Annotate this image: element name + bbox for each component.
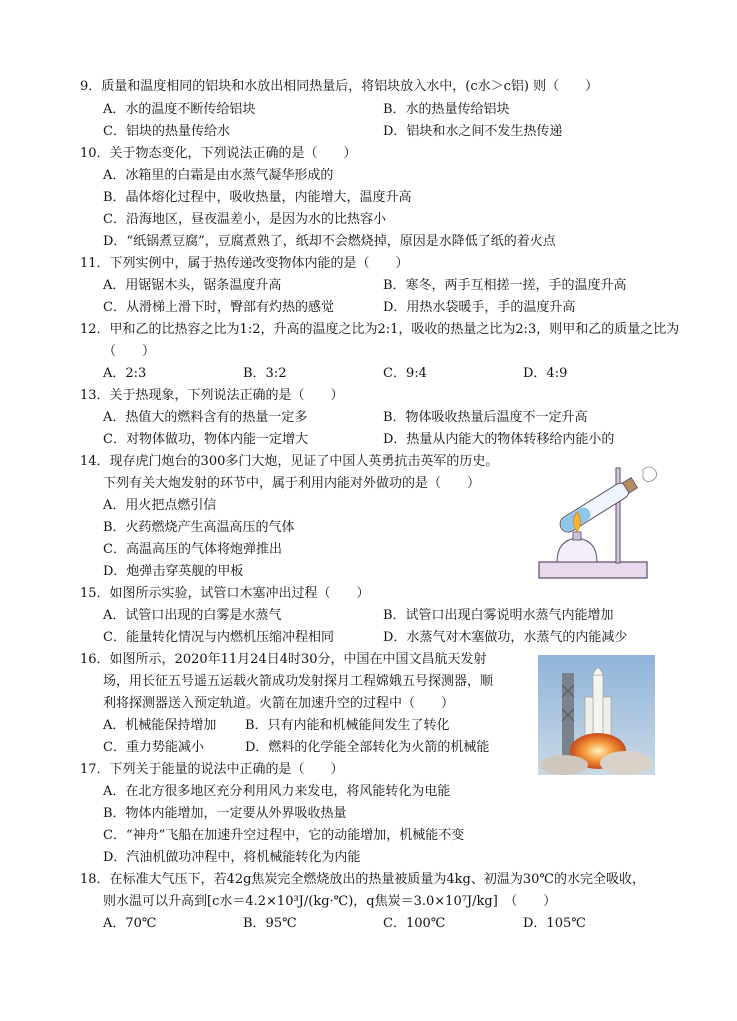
question-16-option-a: A．机械能保持增加 — [103, 718, 217, 733]
question-9-option-a: A．水的温度不断传给铝块 — [103, 102, 256, 117]
question-14-option-c: C．高温高压的气体将炮弹推出 — [103, 542, 282, 557]
question-18-stem-continued: 则水温可以升高到[c水＝4.2×10³J/(kg·℃)，q焦炭＝3.0×10⁷J/kg] （ ） — [103, 894, 557, 909]
question-15-option-c: C．能量转化情况与内燃机压缩冲程相同 — [103, 630, 334, 645]
question-16-stem-line2: 场，用长征五号遥五运载火箭成功发射探月工程嫦娥五号探测器，顺 — [103, 674, 494, 689]
question-17-option-a: A．在北方很多地区充分利用风力来发电，将风能转化为电能 — [103, 784, 451, 799]
question-16-option-c: C．重力势能减小 — [103, 740, 204, 755]
question-18-option-b: B．95℃ — [243, 916, 297, 931]
stand-rod — [616, 468, 620, 563]
question-9-option-c: C．铝块的热量传给水 — [103, 124, 230, 139]
alcohol-lamp — [557, 538, 597, 562]
rocket-launch-photo — [538, 655, 655, 775]
question-11-option-b: B．寒冬，两手互相搓一搓，手的温度升高 — [383, 278, 627, 293]
question-13-option-a: A．热值大的燃料含有的热量一定多 — [103, 410, 308, 425]
question-11-option-d: D．用热水袋暖手，手的温度升高 — [383, 300, 576, 315]
question-17-stem: 17．下列关于能量的说法中正确的是（ ） — [80, 762, 344, 777]
question-11-stem: 11．下列实例中，属于热传递改变物体内能的是（ ） — [80, 256, 409, 271]
test-tube-apparatus-figure — [535, 462, 660, 582]
stand-base — [539, 562, 647, 578]
question-15-option-a: A．试管口出现的白雾是水蒸气 — [103, 608, 282, 623]
question-18-option-c: C．100℃ — [383, 916, 446, 931]
question-14-stem-continued: 下列有关大炮发射的环节中，属于利用内能对外做功的是（ ） — [103, 476, 481, 491]
question-15-option-b: B．试管口出现白雾说明水蒸气内能增加 — [383, 608, 614, 623]
question-12-stem-continued: （ ） — [103, 344, 156, 359]
question-10-option-b: B．晶体熔化过程中，吸收热量，内能增大，温度升高 — [103, 190, 412, 205]
question-11-option-a: A．用锯锯木头，锯条温度升高 — [103, 278, 282, 293]
question-16-option-b: B．只有内能和机械能间发生了转化 — [245, 718, 450, 733]
question-15-option-d: D．水蒸气对木塞做功，水蒸气的内能减少 — [383, 630, 628, 645]
question-14-stem: 14．现存虎门炮台的300多门大炮，见证了中国人英勇抗击英军的历史。 — [80, 454, 499, 469]
question-13-stem: 13．关于热现象，下列说法正确的是（ ） — [80, 388, 344, 403]
rocket-body — [593, 675, 603, 737]
question-16-stem: 16．如图所示，2020年11月24日4时30分，中国在中国文昌航天发射 — [80, 652, 487, 667]
test-tube — [557, 476, 638, 535]
question-17-option-d: D．汽油机做功冲程中，将机械能转化为内能 — [103, 850, 361, 865]
question-14-option-a: A．用火把点燃引信 — [103, 498, 217, 513]
question-12-option-d: D．4:9 — [523, 366, 568, 381]
question-16-stem-line3: 利将探测器送入预定轨道。火箭在加速升空的过程中（ ） — [103, 696, 455, 711]
steam-puff — [643, 467, 657, 482]
question-9-option-b: B．水的热量传给铝块 — [383, 102, 510, 117]
question-10-option-c: C．沿海地区，昼夜温差小，是因为水的比热容小 — [103, 212, 386, 227]
question-10-option-a: A．冰箱里的白霜是由水蒸气凝华形成的 — [103, 168, 334, 183]
question-12-option-b: B．3:2 — [243, 366, 287, 381]
question-12-option-c: C．9:4 — [383, 366, 427, 381]
question-13-option-c: C．对物体做功，物体内能一定增大 — [103, 432, 308, 447]
question-12-stem: 12．甲和乙的比热容之比为1:2，升高的温度之比为2:1，吸收的热量之比为2:3，则甲和乙的质量之比为 — [80, 322, 680, 337]
question-13-option-b: B．物体吸收热量后温度不一定升高 — [383, 410, 588, 425]
question-17-option-b: B．物体内能增加，一定要从外界吸收热量 — [103, 806, 347, 821]
question-18-option-d: D．105℃ — [523, 916, 586, 931]
question-11-option-c: C．从滑梯上滑下时，臀部有灼热的感觉 — [103, 300, 334, 315]
question-13-option-d: D．热量从内能大的物体转移给内能小的 — [383, 432, 615, 447]
question-10-stem: 10．关于物态变化，下列说法正确的是（ ） — [80, 146, 357, 161]
question-16-option-d: D．燃料的化学能全部转化为火箭的机械能 — [245, 740, 490, 755]
question-18-stem: 18．在标准大气压下，若42g焦炭完全燃烧放出的热量被质量为4kg、初温为30℃的水完全吸收， — [80, 872, 645, 887]
question-14-option-b: B．火药燃烧产生高温高压的气体 — [103, 520, 295, 535]
question-9-option-d: D．铝块和水之间不发生热传递 — [383, 124, 563, 139]
question-18-option-a: A．70℃ — [103, 916, 157, 931]
question-17-option-c: C．“神舟”飞船在加速升空过程中，它的动能增加，机械能不变 — [103, 828, 465, 843]
question-12-option-a: A．2:3 — [103, 366, 147, 381]
question-15-stem: 15．如图所示实验，试管口木塞冲出过程（ ） — [80, 586, 370, 601]
question-14-option-d: D．炮弹击穿英舰的甲板 — [103, 564, 244, 579]
question-9-stem: 9．质量和温度相同的铝块和水放出相同热量后，将铝块放入水中，(c水＞c铝) 则（ ） — [80, 79, 599, 94]
question-10-option-d: D．“纸锅煮豆腐”，豆腐煮熟了，纸却不会燃烧掉，原因是水降低了纸的着火点 — [103, 234, 556, 249]
